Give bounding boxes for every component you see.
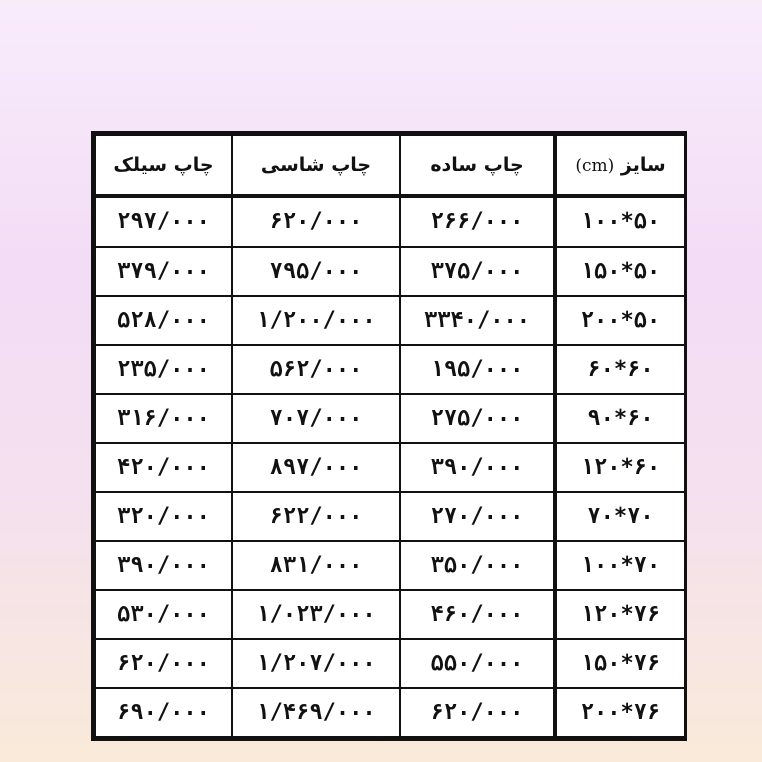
size-cell: ۷۶*۲۰۰: [555, 688, 685, 737]
size-cell: ۷۶*۱۵۰: [555, 639, 685, 688]
table-row: [95, 541, 685, 590]
size-cell: ۵۰*۲۰۰: [555, 296, 685, 345]
simple-price-cell: ۳۷۵/۰۰۰: [400, 247, 555, 296]
silk-price-cell: ۲۹۷/۰۰۰: [95, 196, 232, 247]
chassis-price-cell: ۷۹۵/۰۰۰: [232, 247, 400, 296]
table-row: [95, 345, 685, 394]
price-table-container: [91, 131, 687, 741]
header-size: [555, 135, 685, 196]
table-row: [95, 296, 685, 345]
size-cell: ۵۰*۱۵۰: [555, 247, 685, 296]
header-chassis-print: چاپ شاسی: [232, 135, 400, 196]
price-table: [94, 134, 686, 738]
chassis-price-cell: ۸۹۷/۰۰۰: [232, 443, 400, 492]
simple-price-cell: ۶۲۰/۰۰۰: [400, 688, 555, 737]
simple-price-cell: ۳۹۰/۰۰۰: [400, 443, 555, 492]
table-row: [95, 590, 685, 639]
table-body: [95, 196, 685, 737]
silk-price-cell: ۲۳۵/۰۰۰: [95, 345, 232, 394]
table-row: [95, 196, 685, 247]
size-cell: ۷۶*۱۲۰: [555, 590, 685, 639]
silk-price-cell: ۳۷۹/۰۰۰: [95, 247, 232, 296]
table-row: [95, 247, 685, 296]
silk-price-cell: ۶۲۰/۰۰۰: [95, 639, 232, 688]
chassis-price-cell: ۱/۰۲۳/۰۰۰: [232, 590, 400, 639]
simple-price-cell: ۱۹۵/۰۰۰: [400, 345, 555, 394]
table-row: [95, 492, 685, 541]
chassis-price-cell: ۶۲۰/۰۰۰: [232, 196, 400, 247]
header-size-unit: (cm): [575, 156, 615, 176]
silk-price-cell: ۴۲۰/۰۰۰: [95, 443, 232, 492]
silk-price-cell: ۳۲۰/۰۰۰: [95, 492, 232, 541]
table-row: [95, 639, 685, 688]
silk-price-cell: ۵۳۰/۰۰۰: [95, 590, 232, 639]
table-row: [95, 688, 685, 737]
silk-price-cell: ۵۲۸/۰۰۰: [95, 296, 232, 345]
size-cell: ۶۰*۱۲۰: [555, 443, 685, 492]
table-row: [95, 394, 685, 443]
simple-price-cell: ۳۳۴۰/۰۰۰: [400, 296, 555, 345]
simple-price-cell: ۲۶۶/۰۰۰: [400, 196, 555, 247]
silk-price-cell: ۳۱۶/۰۰۰: [95, 394, 232, 443]
size-cell: ۶۰*۶۰: [555, 345, 685, 394]
silk-price-cell: ۶۹۰/۰۰۰: [95, 688, 232, 737]
size-cell: ۶۰*۹۰: [555, 394, 685, 443]
chassis-price-cell: ۵۶۲/۰۰۰: [232, 345, 400, 394]
simple-price-cell: ۲۷۵/۰۰۰: [400, 394, 555, 443]
silk-price-cell: ۳۹۰/۰۰۰: [95, 541, 232, 590]
header-simple-print: چاپ ساده: [400, 135, 555, 196]
simple-price-cell: ۴۶۰/۰۰۰: [400, 590, 555, 639]
chassis-price-cell: ۱/۴۶۹/۰۰۰: [232, 688, 400, 737]
table-header-row: [95, 135, 685, 196]
size-cell: ۵۰*۱۰۰: [555, 196, 685, 247]
chassis-price-cell: ۶۲۲/۰۰۰: [232, 492, 400, 541]
size-cell: ۷۰*۱۰۰: [555, 541, 685, 590]
chassis-price-cell: ۸۳۱/۰۰۰: [232, 541, 400, 590]
chassis-price-cell: ۷۰۷/۰۰۰: [232, 394, 400, 443]
header-silk-print: چاپ سیلک: [95, 135, 232, 196]
header-size-label: سایز: [620, 154, 666, 176]
simple-price-cell: ۲۷۰/۰۰۰: [400, 492, 555, 541]
chassis-price-cell: ۱/۲۰۰/۰۰۰: [232, 296, 400, 345]
size-cell: ۷۰*۷۰: [555, 492, 685, 541]
table-row: [95, 443, 685, 492]
simple-price-cell: ۳۵۰/۰۰۰: [400, 541, 555, 590]
simple-price-cell: ۵۵۰/۰۰۰: [400, 639, 555, 688]
chassis-price-cell: ۱/۲۰۷/۰۰۰: [232, 639, 400, 688]
